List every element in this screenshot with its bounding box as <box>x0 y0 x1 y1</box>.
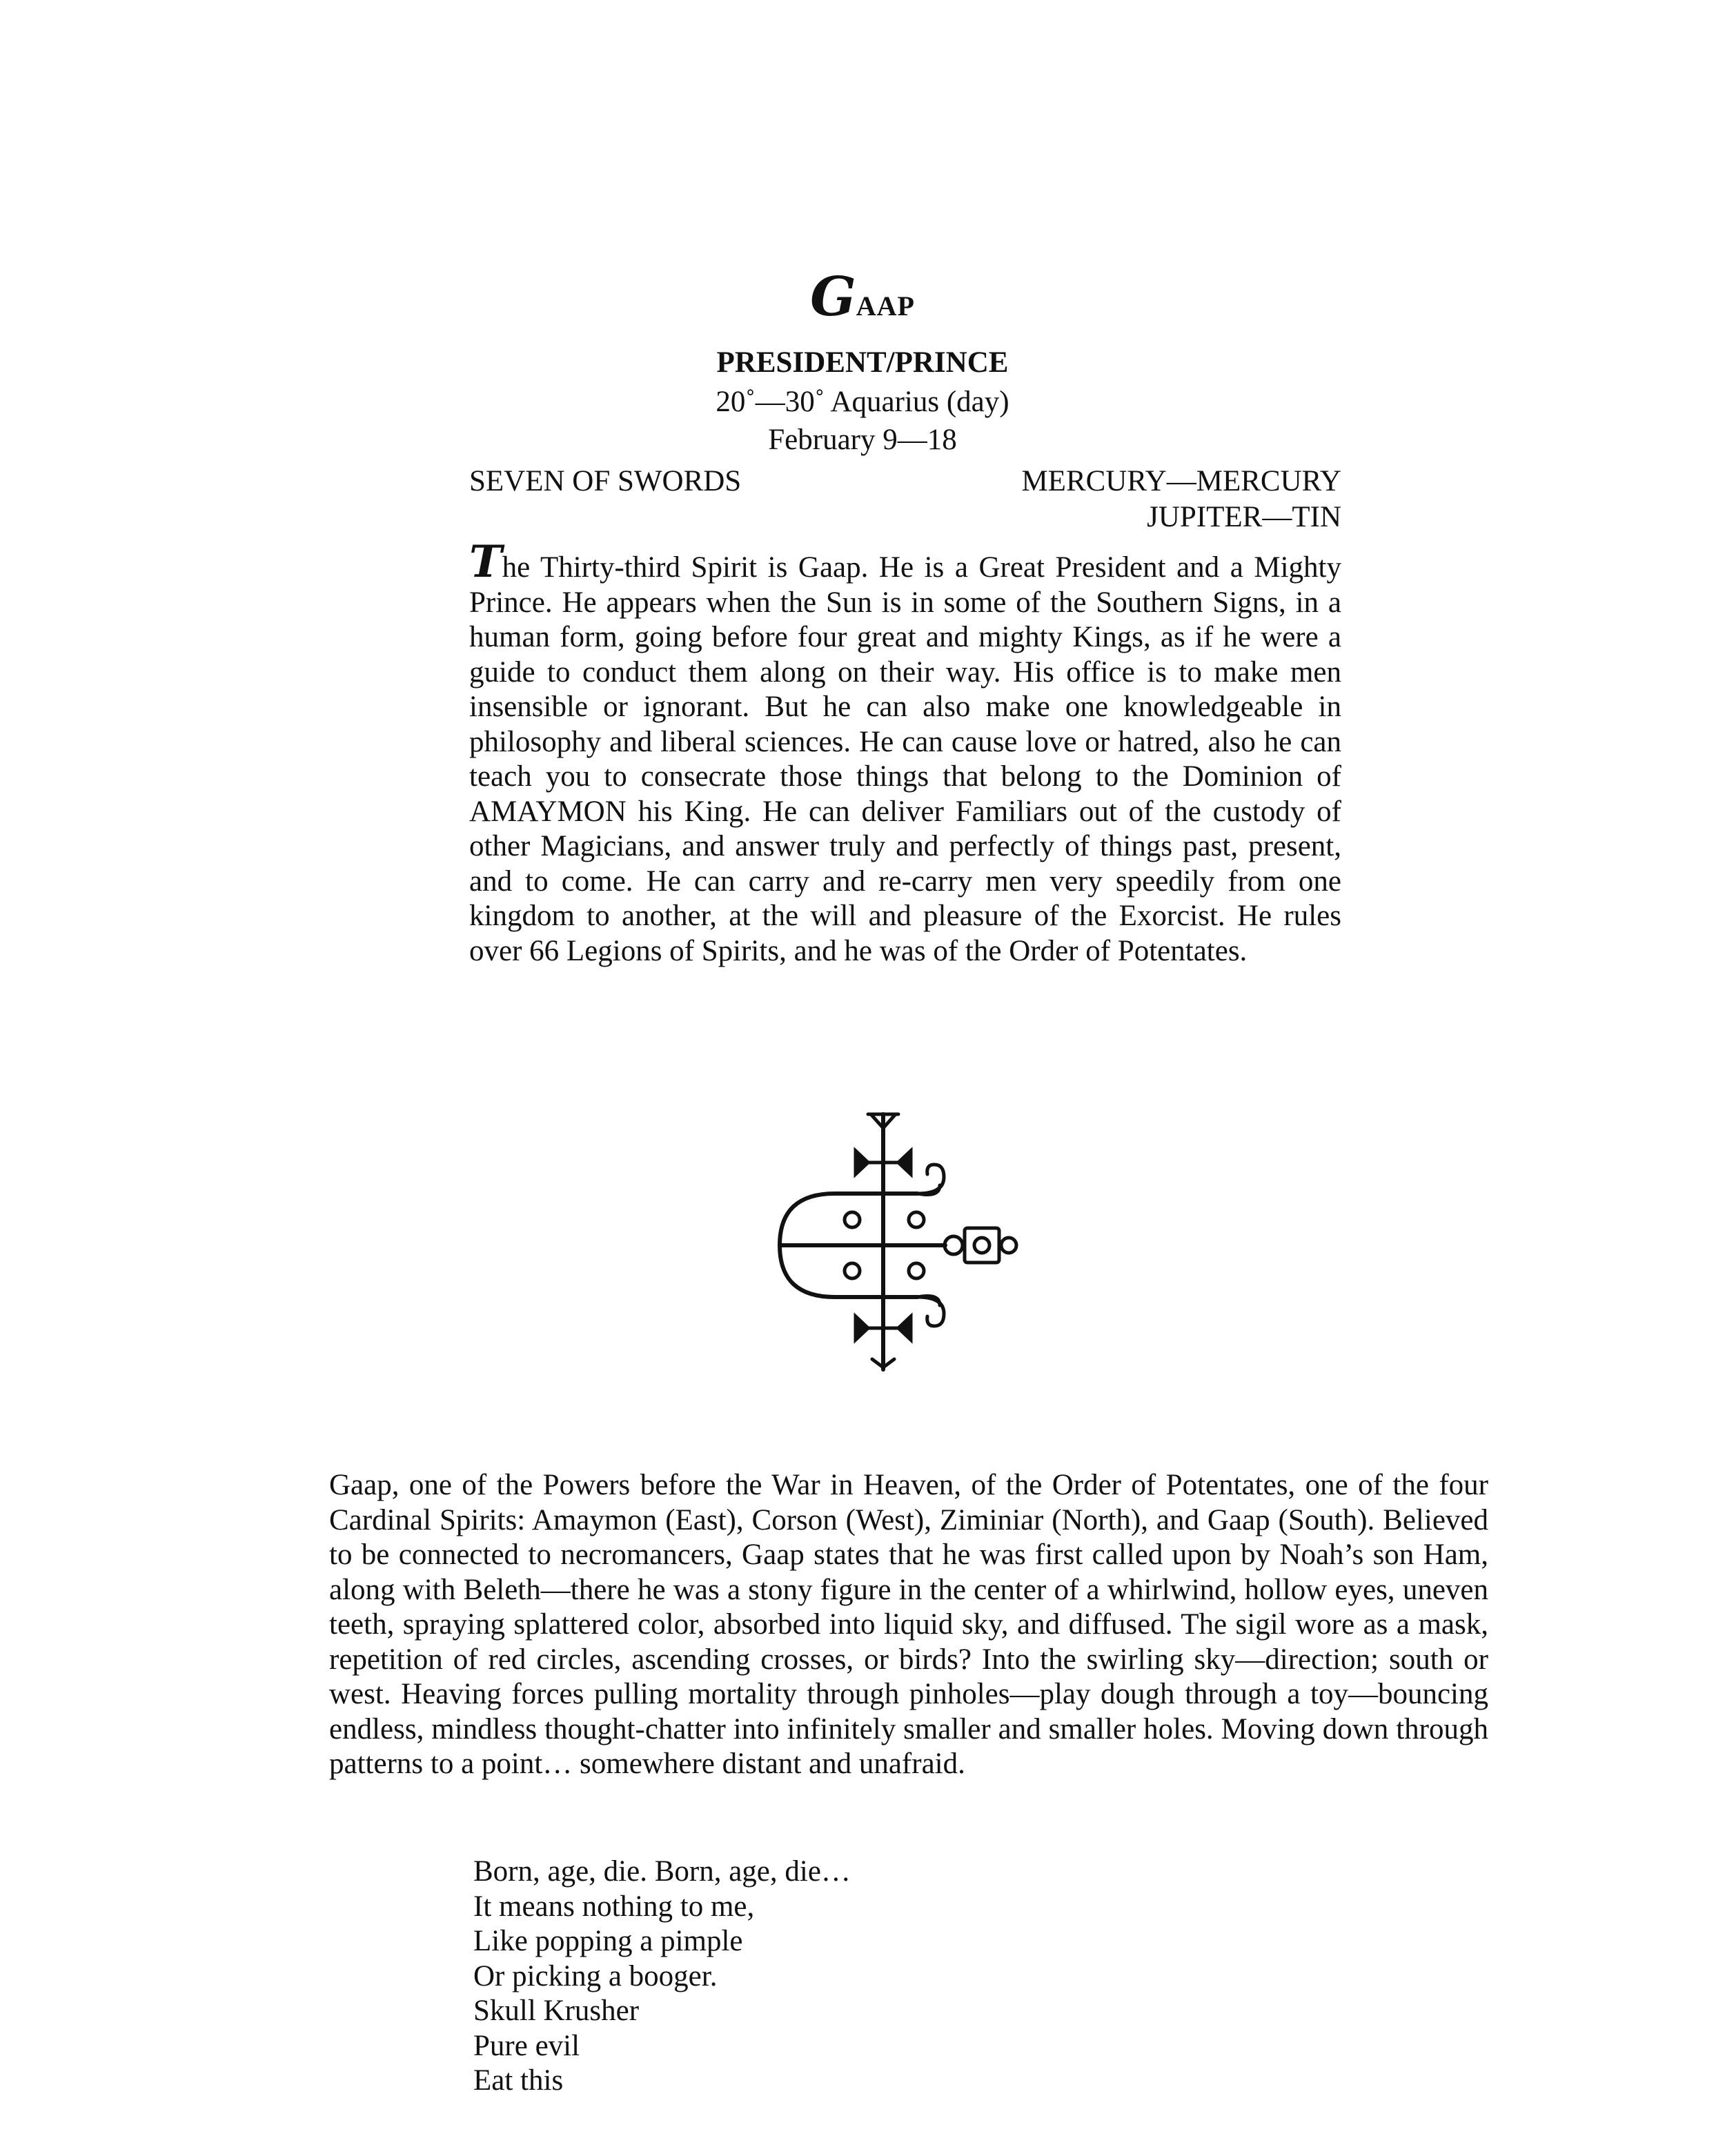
commentary-text: Gaap, one of the Powers before the War in Heaven, of the Order of Potentates, one of the four Cardinal Spirits: Amaymon (East), Corson (West), Ziminiar (North), and Gaap (South). Believed to be connected to necromancers, Gaap states that he was first called upon by Noah’s son Ham, along with Beleth—there he was a stony figure in the center of a whirlwind, hollow eyes, uneven teeth, spraying splattered color, absorbed into liquid sky, and diffused. The sigil wore as a mask, repetition of red circles, ascending crosses, or birds? Into the swirling sky—direction; south or west. Heaving forces pulling mortality through pinholes—play dough through a toy—bouncing endless, mindless thought-chatter into infinitely smaller and smaller holes. Moving down through patterns to a point… somewhere distant and unafraid. <box>329 1469 1488 1780</box>
gaap-sigil <box>759 1111 1049 1373</box>
tarot-card: SEVEN OF SWORDS <box>469 465 742 497</box>
poem-line: Born, age, die. Born, age, die… <box>473 1855 851 1888</box>
planet-correspondences <box>1021 464 1341 535</box>
poem-line: It means nothing to me, <box>473 1890 755 1923</box>
poem-line: Eat this <box>473 2064 564 2097</box>
planet-line: MERCURY—MERCURY <box>1021 465 1341 497</box>
goetia-text: he Thirty-third Spirit is Gaap. He is a Great President and a Mighty Prince. He appears when the Sun is in some of the Southern Signs, in a human form, going before four great and mighty Kings, as if he were a guide to conduct them along on their way. His office is to make men insensible or ignorant. But he can also make one knowledgeable in philosophy and liberal sciences. He can cause love or hatred, also he can teach you to consecrate those things that belong to the Dominion of AMAYMON his King. He can deliver Familiars out of the custody of other Magicians, and answer truly and perfectly of things past, present, and to come. He can carry and re-carry men very speedily from one kingdom to another, at the will and pleasure of the Exorcist. He rules over 66 Legions of Spirits, and he was of the Order of Potentates. <box>469 551 1341 967</box>
poem-line: Skull Krusher <box>473 1995 640 2027</box>
poem-line: Or picking a booger. <box>473 1959 718 1992</box>
poem <box>473 1855 851 2099</box>
poem-line: Like popping a pimple <box>473 1925 743 1957</box>
heading-initial: G <box>810 266 856 328</box>
spirit-name-heading <box>0 266 1725 328</box>
heading-rest: AAP <box>856 290 915 322</box>
poem-line: Pure evil <box>473 2029 580 2062</box>
date-range: February 9—18 <box>768 424 957 456</box>
goetia-description <box>469 536 1341 969</box>
zodiac-degrees: 20˚—30˚ Aquarius (day) <box>716 386 1009 418</box>
drop-cap: T <box>469 536 502 588</box>
rank-title: PRESIDENT/PRINCE <box>716 346 1009 379</box>
planet-line: JUPITER—TIN <box>1147 501 1341 533</box>
